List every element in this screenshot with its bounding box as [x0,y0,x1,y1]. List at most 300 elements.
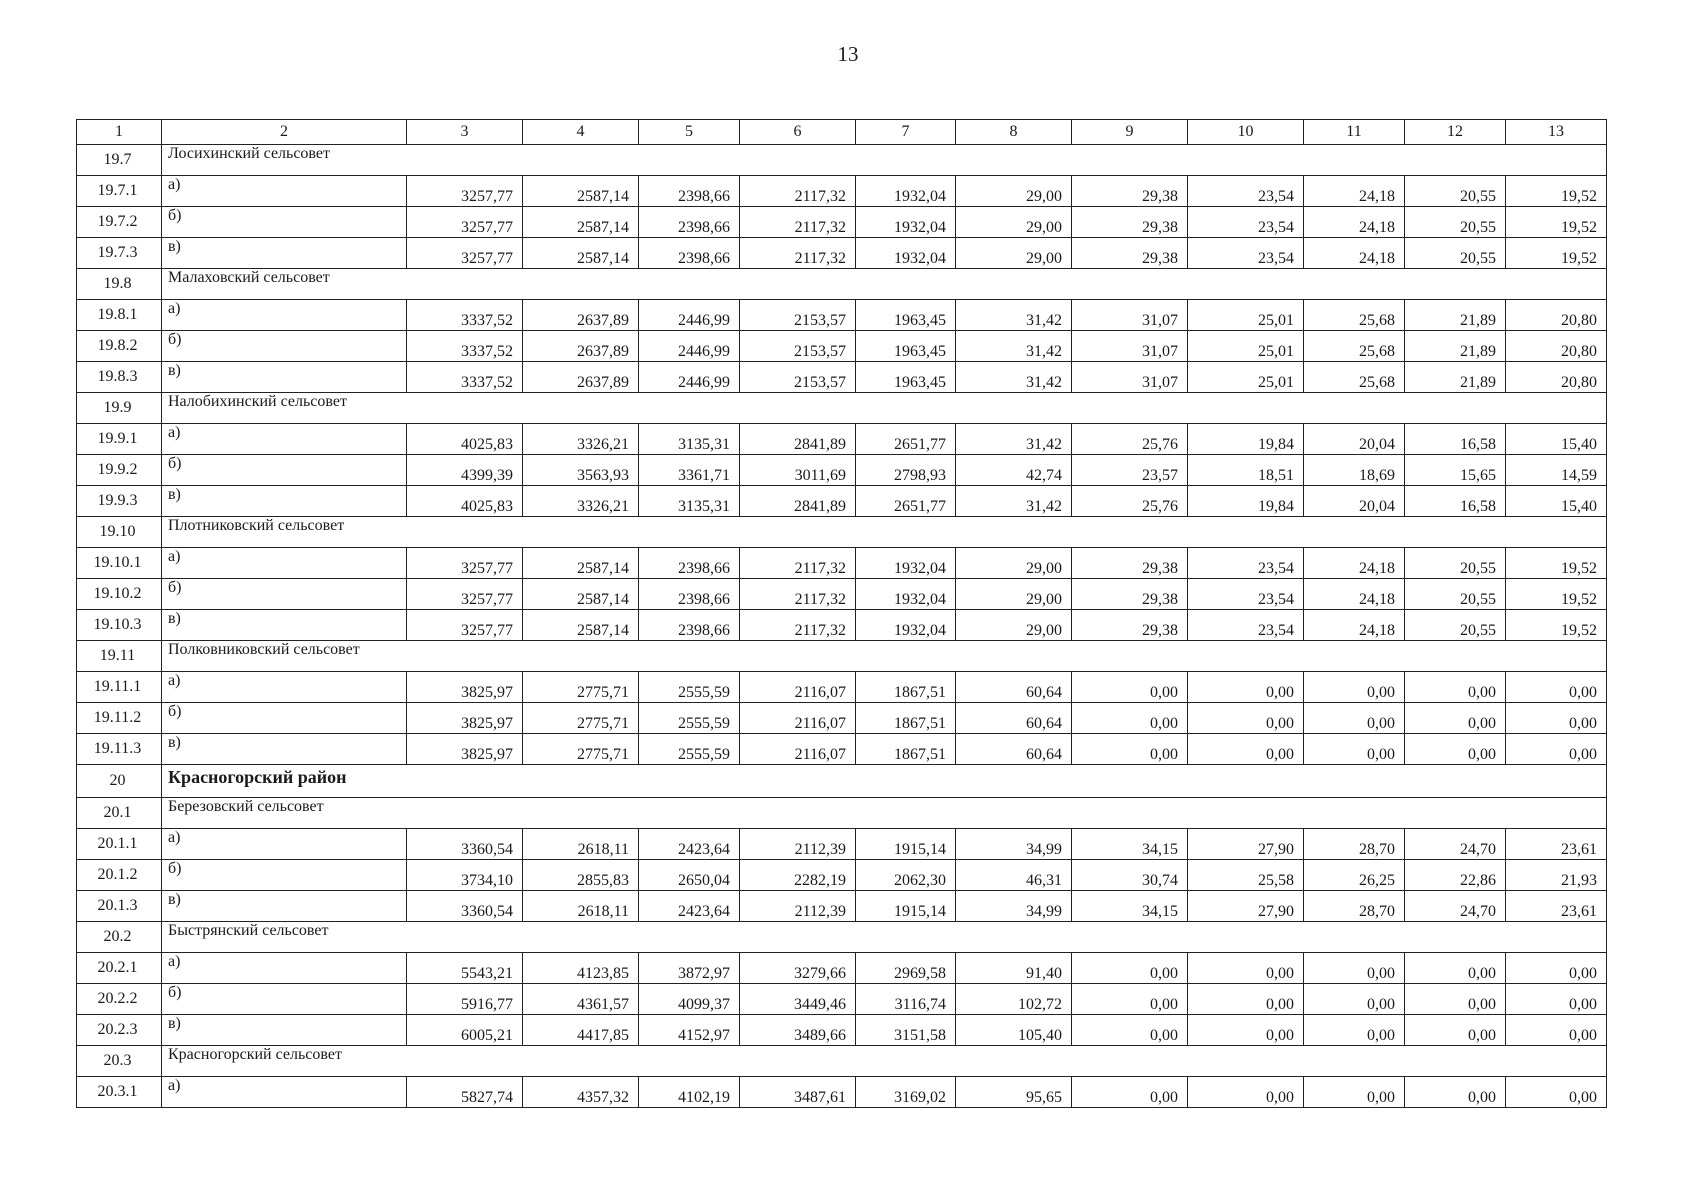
row-code: 20.1.2 [77,860,162,891]
value-cell-col-11: 0,00 [1304,734,1405,765]
value-cell-col-9: 0,00 [1072,984,1188,1015]
value-cell-col-8: 31,42 [956,331,1072,362]
row-code: 19.10.2 [77,579,162,610]
row-code: 19.10.3 [77,610,162,641]
value-cell-col-6: 2117,32 [740,548,856,579]
value-cell-col-7: 1932,04 [856,548,956,579]
value-cell-col-6: 2153,57 [740,300,856,331]
value-cell-col-6: 3489,66 [740,1015,856,1046]
value-cell-col-6: 3011,69 [740,455,856,486]
column-number-1: 1 [77,120,162,145]
value-cell-col-12: 20,55 [1405,238,1506,269]
value-cell-col-5: 4152,97 [639,1015,740,1046]
value-cell-col-13: 0,00 [1506,672,1607,703]
value-cell-col-11: 25,68 [1304,331,1405,362]
value-cell-col-10: 0,00 [1188,672,1304,703]
value-cell-col-7: 1915,14 [856,829,956,860]
value-cell-col-7: 1867,51 [856,672,956,703]
row-option-label: б) [162,207,407,238]
value-cell-col-8: 29,00 [956,610,1072,641]
value-cell-col-11: 24,18 [1304,207,1405,238]
value-cell-col-12: 20,55 [1405,207,1506,238]
value-cell-col-7: 1932,04 [856,207,956,238]
council-name: Налобихинский сельсовет [162,393,1607,424]
row-code: 19.10 [77,517,162,548]
row-option-label: а) [162,300,407,331]
value-cell-col-7: 2651,77 [856,424,956,455]
value-cell-col-8: 60,64 [956,672,1072,703]
value-cell-col-11: 20,04 [1304,486,1405,517]
value-cell-col-10: 25,58 [1188,860,1304,891]
value-cell-col-6: 2116,07 [740,672,856,703]
row-option-label: б) [162,331,407,362]
value-cell-col-12: 20,55 [1405,579,1506,610]
column-number-7: 7 [856,120,956,145]
value-cell-col-3: 4025,83 [407,424,523,455]
council-row [77,922,1607,953]
table-row [77,860,1607,891]
row-code: 20.2.2 [77,984,162,1015]
table-row [77,1015,1607,1046]
value-cell-col-12: 0,00 [1405,1077,1506,1108]
row-code: 20.1.3 [77,891,162,922]
value-cell-col-10: 23,54 [1188,548,1304,579]
row-option-label: б) [162,860,407,891]
value-cell-col-12: 16,58 [1405,486,1506,517]
value-cell-col-11: 24,18 [1304,579,1405,610]
value-cell-col-10: 25,01 [1188,331,1304,362]
row-code: 19.8 [77,269,162,300]
value-cell-col-10: 27,90 [1188,829,1304,860]
value-cell-col-3: 4399,39 [407,455,523,486]
value-cell-col-5: 2446,99 [639,300,740,331]
value-cell-col-10: 0,00 [1188,734,1304,765]
value-cell-col-11: 26,25 [1304,860,1405,891]
column-number-3: 3 [407,120,523,145]
table-row [77,610,1607,641]
value-cell-col-7: 1932,04 [856,176,956,207]
council-row [77,517,1607,548]
value-cell-col-4: 2587,14 [523,176,639,207]
value-cell-col-13: 23,61 [1506,829,1607,860]
column-number-11: 11 [1304,120,1405,145]
value-cell-col-3: 3825,97 [407,672,523,703]
value-cell-col-11: 0,00 [1304,672,1405,703]
value-cell-col-5: 2555,59 [639,672,740,703]
row-code: 20.1 [77,798,162,829]
value-cell-col-8: 31,42 [956,486,1072,517]
value-cell-col-10: 19,84 [1188,486,1304,517]
value-cell-col-3: 3360,54 [407,829,523,860]
table-row [77,953,1607,984]
value-cell-col-9: 29,38 [1072,610,1188,641]
table-row [77,984,1607,1015]
row-code: 20 [77,765,162,798]
council-row [77,1046,1607,1077]
table-row [77,455,1607,486]
value-cell-col-13: 21,93 [1506,860,1607,891]
value-cell-col-9: 29,38 [1072,176,1188,207]
value-cell-col-8: 29,00 [956,548,1072,579]
row-option-label: а) [162,1077,407,1108]
value-cell-col-7: 1932,04 [856,610,956,641]
table-row [77,703,1607,734]
district-name: Красногорский район [162,765,1607,798]
value-cell-col-3: 5916,77 [407,984,523,1015]
value-cell-col-3: 6005,21 [407,1015,523,1046]
value-cell-col-9: 31,07 [1072,362,1188,393]
value-cell-col-12: 21,89 [1405,362,1506,393]
value-cell-col-4: 4361,57 [523,984,639,1015]
row-code: 20.1.1 [77,829,162,860]
value-cell-col-9: 0,00 [1072,672,1188,703]
value-cell-col-9: 0,00 [1072,1015,1188,1046]
table-row [77,734,1607,765]
value-cell-col-8: 29,00 [956,238,1072,269]
column-number-12: 12 [1405,120,1506,145]
value-cell-col-4: 3563,93 [523,455,639,486]
value-cell-col-9: 30,74 [1072,860,1188,891]
table-row [77,672,1607,703]
value-cell-col-9: 31,07 [1072,331,1188,362]
value-cell-col-4: 2637,89 [523,331,639,362]
column-number-2: 2 [162,120,407,145]
value-cell-col-5: 2423,64 [639,829,740,860]
value-cell-col-13: 23,61 [1506,891,1607,922]
value-cell-col-4: 3326,21 [523,424,639,455]
value-cell-col-4: 4123,85 [523,953,639,984]
value-cell-col-13: 20,80 [1506,362,1607,393]
table-row [77,548,1607,579]
row-code: 19.7.3 [77,238,162,269]
council-name: Березовский сельсовет [162,798,1607,829]
value-cell-col-7: 1963,45 [856,331,956,362]
column-number-row [77,120,1607,145]
value-cell-col-13: 20,80 [1506,300,1607,331]
council-name: Малаховский сельсовет [162,269,1607,300]
value-cell-col-11: 24,18 [1304,176,1405,207]
value-cell-col-12: 21,89 [1405,300,1506,331]
value-cell-col-11: 0,00 [1304,703,1405,734]
value-cell-col-11: 24,18 [1304,548,1405,579]
value-cell-col-12: 24,70 [1405,891,1506,922]
row-code: 19.9.3 [77,486,162,517]
council-row [77,269,1607,300]
row-code: 19.11.1 [77,672,162,703]
value-cell-col-12: 0,00 [1405,672,1506,703]
value-cell-col-8: 34,99 [956,891,1072,922]
row-code: 20.2.3 [77,1015,162,1046]
value-cell-col-8: 31,42 [956,300,1072,331]
value-cell-col-13: 0,00 [1506,1015,1607,1046]
value-cell-col-5: 2398,66 [639,579,740,610]
value-cell-col-7: 1915,14 [856,891,956,922]
value-cell-col-13: 19,52 [1506,207,1607,238]
row-code: 19.7 [77,145,162,176]
value-cell-col-7: 1932,04 [856,238,956,269]
column-number-5: 5 [639,120,740,145]
value-cell-col-13: 15,40 [1506,424,1607,455]
value-cell-col-8: 102,72 [956,984,1072,1015]
value-cell-col-11: 24,18 [1304,238,1405,269]
value-cell-col-8: 95,65 [956,1077,1072,1108]
value-cell-col-5: 4099,37 [639,984,740,1015]
value-cell-col-7: 1867,51 [856,703,956,734]
value-cell-col-9: 34,15 [1072,829,1188,860]
value-cell-col-5: 4102,19 [639,1077,740,1108]
value-cell-col-11: 20,04 [1304,424,1405,455]
value-cell-col-3: 3337,52 [407,300,523,331]
table-row [77,176,1607,207]
value-cell-col-5: 2398,66 [639,548,740,579]
value-cell-col-9: 31,07 [1072,300,1188,331]
value-cell-col-9: 34,15 [1072,891,1188,922]
table-row [77,362,1607,393]
value-cell-col-3: 3337,52 [407,362,523,393]
value-cell-col-10: 23,54 [1188,176,1304,207]
value-cell-col-5: 2555,59 [639,734,740,765]
value-cell-col-9: 0,00 [1072,953,1188,984]
value-cell-col-6: 2841,89 [740,424,856,455]
table-body [77,145,1607,1108]
value-cell-col-6: 2116,07 [740,703,856,734]
value-cell-col-6: 2112,39 [740,891,856,922]
row-option-label: б) [162,455,407,486]
value-cell-col-3: 5827,74 [407,1077,523,1108]
value-cell-col-10: 25,01 [1188,300,1304,331]
value-cell-col-3: 4025,83 [407,486,523,517]
row-code: 19.9 [77,393,162,424]
value-cell-col-5: 2398,66 [639,176,740,207]
value-cell-col-12: 24,70 [1405,829,1506,860]
value-cell-col-6: 2112,39 [740,829,856,860]
row-option-label: б) [162,984,407,1015]
value-cell-col-4: 2775,71 [523,672,639,703]
value-cell-col-3: 3257,77 [407,238,523,269]
value-cell-col-8: 42,74 [956,455,1072,486]
table-row [77,891,1607,922]
value-cell-col-5: 2398,66 [639,610,740,641]
value-cell-col-5: 3135,31 [639,424,740,455]
row-option-label: в) [162,362,407,393]
row-option-label: а) [162,548,407,579]
value-cell-col-11: 28,70 [1304,891,1405,922]
value-cell-col-9: 25,76 [1072,424,1188,455]
value-cell-col-4: 2637,89 [523,362,639,393]
row-option-label: а) [162,953,407,984]
value-cell-col-4: 3326,21 [523,486,639,517]
value-cell-col-9: 0,00 [1072,703,1188,734]
value-cell-col-12: 22,86 [1405,860,1506,891]
value-cell-col-7: 2798,93 [856,455,956,486]
value-cell-col-4: 2775,71 [523,703,639,734]
value-cell-col-10: 18,51 [1188,455,1304,486]
table-row [77,1077,1607,1108]
council-name: Лосихинский сельсовет [162,145,1607,176]
value-cell-col-5: 3135,31 [639,486,740,517]
row-option-label: б) [162,703,407,734]
row-code: 20.2.1 [77,953,162,984]
value-cell-col-10: 23,54 [1188,610,1304,641]
council-row [77,798,1607,829]
value-cell-col-11: 0,00 [1304,1077,1405,1108]
value-cell-col-7: 1867,51 [856,734,956,765]
page-number: 13 [837,42,859,66]
value-cell-col-8: 29,00 [956,176,1072,207]
value-cell-col-13: 0,00 [1506,703,1607,734]
table-row [77,300,1607,331]
value-cell-col-3: 5543,21 [407,953,523,984]
value-cell-col-6: 2117,32 [740,207,856,238]
value-cell-col-6: 2117,32 [740,238,856,269]
value-cell-col-5: 2398,66 [639,207,740,238]
table-row [77,829,1607,860]
row-code: 19.8.2 [77,331,162,362]
value-cell-col-6: 2117,32 [740,176,856,207]
value-cell-col-3: 3825,97 [407,703,523,734]
value-cell-col-11: 28,70 [1304,829,1405,860]
value-cell-col-13: 19,52 [1506,610,1607,641]
value-cell-col-13: 0,00 [1506,734,1607,765]
value-cell-col-8: 60,64 [956,734,1072,765]
value-cell-col-9: 0,00 [1072,734,1188,765]
value-cell-col-5: 2446,99 [639,362,740,393]
council-name: Быстрянский сельсовет [162,922,1607,953]
row-option-label: в) [162,891,407,922]
value-cell-col-6: 2153,57 [740,331,856,362]
district-row [77,765,1607,798]
value-cell-col-4: 2775,71 [523,734,639,765]
value-cell-col-13: 0,00 [1506,984,1607,1015]
value-cell-col-3: 3360,54 [407,891,523,922]
value-cell-col-12: 0,00 [1405,734,1506,765]
value-cell-col-8: 91,40 [956,953,1072,984]
value-cell-col-4: 2587,14 [523,238,639,269]
value-cell-col-4: 2587,14 [523,579,639,610]
value-cell-col-3: 3337,52 [407,331,523,362]
value-cell-col-6: 3487,61 [740,1077,856,1108]
table-row [77,486,1607,517]
value-cell-col-3: 3734,10 [407,860,523,891]
value-cell-col-10: 23,54 [1188,207,1304,238]
value-cell-col-5: 2650,04 [639,860,740,891]
table-row [77,579,1607,610]
value-cell-col-13: 0,00 [1506,953,1607,984]
value-cell-col-10: 0,00 [1188,1077,1304,1108]
table-header [77,120,1607,145]
row-option-label: в) [162,238,407,269]
value-cell-col-12: 0,00 [1405,1015,1506,1046]
value-cell-col-3: 3257,77 [407,207,523,238]
row-code: 20.3.1 [77,1077,162,1108]
value-cell-col-10: 0,00 [1188,703,1304,734]
value-cell-col-3: 3257,77 [407,548,523,579]
row-code: 19.10.1 [77,548,162,579]
value-cell-col-13: 19,52 [1506,238,1607,269]
value-cell-col-12: 20,55 [1405,548,1506,579]
value-cell-col-8: 29,00 [956,207,1072,238]
row-code: 19.7.2 [77,207,162,238]
column-number-8: 8 [956,120,1072,145]
council-name: Красногорский сельсовет [162,1046,1607,1077]
value-cell-col-6: 2153,57 [740,362,856,393]
value-cell-col-6: 3449,46 [740,984,856,1015]
value-cell-col-9: 29,38 [1072,207,1188,238]
value-cell-col-12: 20,55 [1405,610,1506,641]
value-cell-col-11: 0,00 [1304,953,1405,984]
value-cell-col-5: 2423,64 [639,891,740,922]
value-cell-col-9: 29,38 [1072,548,1188,579]
value-cell-col-3: 3825,97 [407,734,523,765]
value-cell-col-4: 2855,83 [523,860,639,891]
council-row [77,393,1607,424]
council-name: Плотниковский сельсовет [162,517,1607,548]
value-cell-col-11: 0,00 [1304,984,1405,1015]
table-row [77,207,1607,238]
value-cell-col-12: 21,89 [1405,331,1506,362]
column-number-10: 10 [1188,120,1304,145]
value-cell-col-7: 2969,58 [856,953,956,984]
council-row [77,641,1607,672]
value-cell-col-12: 0,00 [1405,984,1506,1015]
value-cell-col-10: 23,54 [1188,238,1304,269]
row-code: 20.3 [77,1046,162,1077]
value-cell-col-5: 3872,97 [639,953,740,984]
value-cell-col-4: 2587,14 [523,610,639,641]
row-option-label: а) [162,424,407,455]
value-cell-col-4: 2637,89 [523,300,639,331]
council-row [77,145,1607,176]
value-cell-col-10: 19,84 [1188,424,1304,455]
column-number-13: 13 [1506,120,1607,145]
value-cell-col-7: 1963,45 [856,362,956,393]
value-cell-col-10: 25,01 [1188,362,1304,393]
row-option-label: в) [162,610,407,641]
value-cell-col-8: 31,42 [956,362,1072,393]
value-cell-col-6: 2117,32 [740,579,856,610]
value-cell-col-13: 19,52 [1506,579,1607,610]
value-cell-col-7: 2651,77 [856,486,956,517]
value-cell-col-7: 1932,04 [856,579,956,610]
row-code: 19.8.3 [77,362,162,393]
value-cell-col-4: 2587,14 [523,207,639,238]
value-cell-col-3: 3257,77 [407,176,523,207]
value-cell-col-5: 2398,66 [639,238,740,269]
row-code: 20.2 [77,922,162,953]
row-code: 19.9.2 [77,455,162,486]
value-cell-col-10: 0,00 [1188,1015,1304,1046]
tariff-table [76,119,1607,1108]
value-cell-col-8: 31,42 [956,424,1072,455]
value-cell-col-7: 2062,30 [856,860,956,891]
row-code: 19.9.1 [77,424,162,455]
value-cell-col-6: 2841,89 [740,486,856,517]
value-cell-col-11: 18,69 [1304,455,1405,486]
council-name: Полковниковский сельсовет [162,641,1607,672]
value-cell-col-6: 3279,66 [740,953,856,984]
value-cell-col-8: 60,64 [956,703,1072,734]
value-cell-col-9: 23,57 [1072,455,1188,486]
row-code: 19.8.1 [77,300,162,331]
value-cell-col-10: 0,00 [1188,953,1304,984]
value-cell-col-13: 0,00 [1506,1077,1607,1108]
row-option-label: в) [162,734,407,765]
value-cell-col-13: 19,52 [1506,176,1607,207]
value-cell-col-12: 0,00 [1405,953,1506,984]
value-cell-col-4: 4357,32 [523,1077,639,1108]
value-cell-col-13: 20,80 [1506,331,1607,362]
value-cell-col-8: 46,31 [956,860,1072,891]
